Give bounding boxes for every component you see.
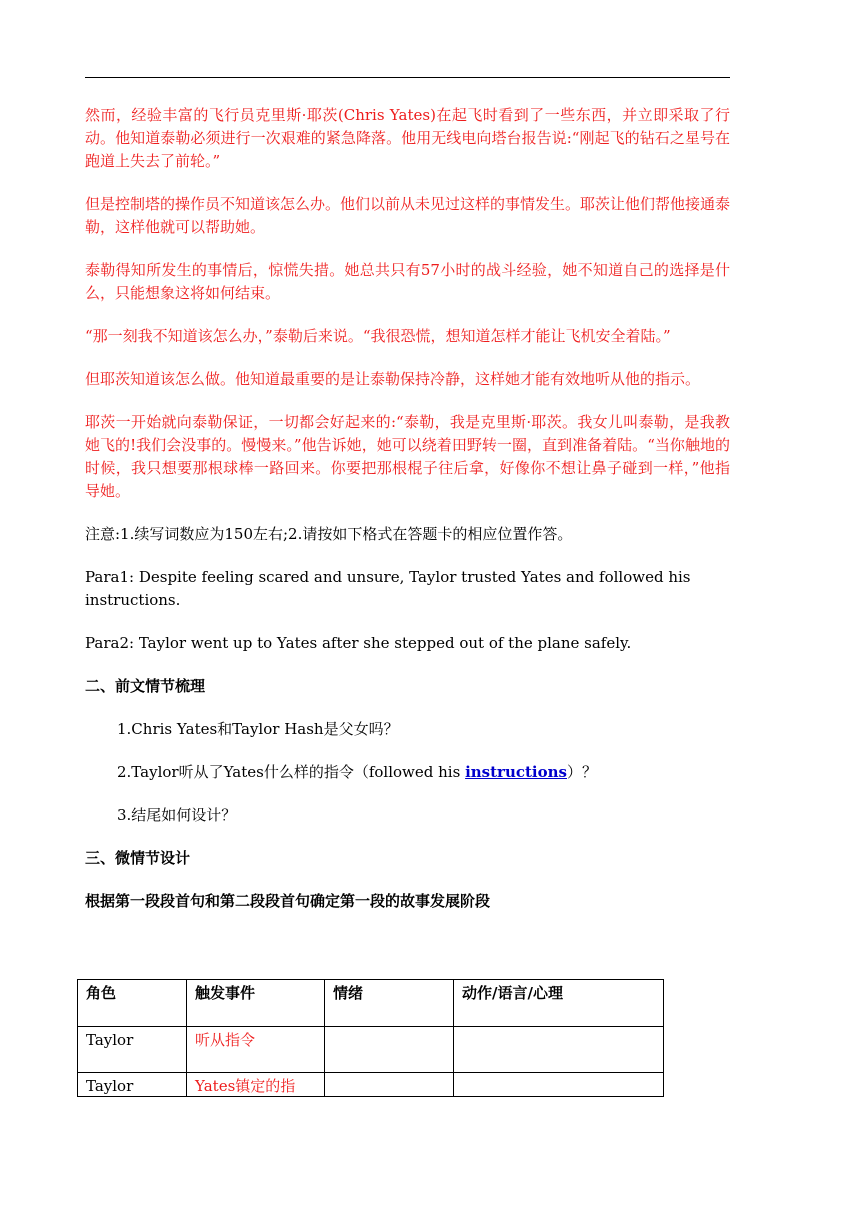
cell-trigger: Yates镇定的指 xyxy=(187,1073,325,1097)
header-trigger: 触发事件 xyxy=(187,980,325,1027)
instructions-link[interactable]: instructions xyxy=(465,763,567,781)
story-paragraph-4: “那一刻我不知道该怎么办，”泰勒后来说。“我很恐慌，想知道怎样才能让飞机安全着陆。” xyxy=(85,327,671,345)
table-header-row xyxy=(78,980,664,1027)
question-3: 3.结尾如何设计？ xyxy=(117,806,237,824)
cell-role: Taylor xyxy=(78,1027,187,1073)
writing-note: 注意:1.续写词数应为150左右;2.请按如下格式在答题卡的相应位置作答。 xyxy=(85,525,573,543)
cell-emotion xyxy=(325,1073,454,1097)
table-row xyxy=(78,1073,664,1097)
header-rule xyxy=(85,77,730,78)
story-paragraph-6: 耶茨一开始就向泰勒保证，一切都会好起来的:“泰勒，我是克里斯·耶茨。我女儿叫泰勒，是我教她飞的!我们会没事的。慢慢来。”他告诉她，她可以绕着田野转一圈，直到准备着陆。“当你触地的时候，我只想要那根球棒一路回来。你要把那根棍子往后拿，好像你不想让鼻子碰到一样，”他指导她。 xyxy=(85,413,730,500)
cell-trigger: 听从指令 xyxy=(187,1027,325,1073)
story-paragraph-3: 泰勒得知所发生的事情后，惊慌失措。她总共只有57小时的战斗经验，她不知道自己的选择是什么，只能想象这将如何结束。 xyxy=(85,261,730,302)
question-2 xyxy=(117,761,730,784)
para1-prompt: Para1: Despite feeling scared and unsure, Taylor trusted Yates and followed his instructions. xyxy=(85,568,691,609)
cell-role: Taylor xyxy=(78,1073,187,1097)
para2-prompt: Para2: Taylor went up to Yates after she stepped out of the plane safely. xyxy=(85,634,632,652)
cell-action xyxy=(454,1073,664,1097)
section3-subtitle: 根据第一段段首句和第二段段首句确定第一段的故事发展阶段 xyxy=(85,892,491,910)
cell-emotion xyxy=(325,1027,454,1073)
header-emotion: 情绪 xyxy=(325,980,454,1027)
question-2-suffix: ）？ xyxy=(566,763,597,781)
question-2-prefix: 2.Taylor听从了Yates什么样的指令（followed his xyxy=(117,763,466,781)
header-role: 角色 xyxy=(78,980,187,1027)
story-paragraph-5: 但耶茨知道该怎么做。他知道最重要的是让泰勒保持冷静，这样她才能有效地听从他的指示。 xyxy=(85,370,701,388)
cell-action xyxy=(454,1027,664,1073)
header-action: 动作/语言/心理 xyxy=(454,980,664,1027)
document-body xyxy=(85,104,730,913)
table-row xyxy=(78,1027,664,1073)
section2-title: 二、前文情节梳理 xyxy=(85,677,206,695)
plot-design-table xyxy=(77,979,664,1097)
story-paragraph-1: 然而，经验丰富的飞行员克里斯·耶茨(Chris Yates)在起飞时看到了一些东西，并立即采取了行动。他知道泰勒必须进行一次艰难的紧急降落。他用无线电向塔台报告说:“刚起飞的钻石之星号在跑道上失去了前轮。” xyxy=(85,106,730,170)
question-1: 1.Chris Yates和Taylor Hash是父女吗？ xyxy=(117,720,399,738)
story-paragraph-2: 但是控制塔的操作员不知道该怎么办。他们以前从未见过这样的事情发生。耶茨让他们帮他接通泰勒，这样他就可以帮助她。 xyxy=(85,195,731,236)
section3-title: 三、微情节设计 xyxy=(85,849,191,867)
